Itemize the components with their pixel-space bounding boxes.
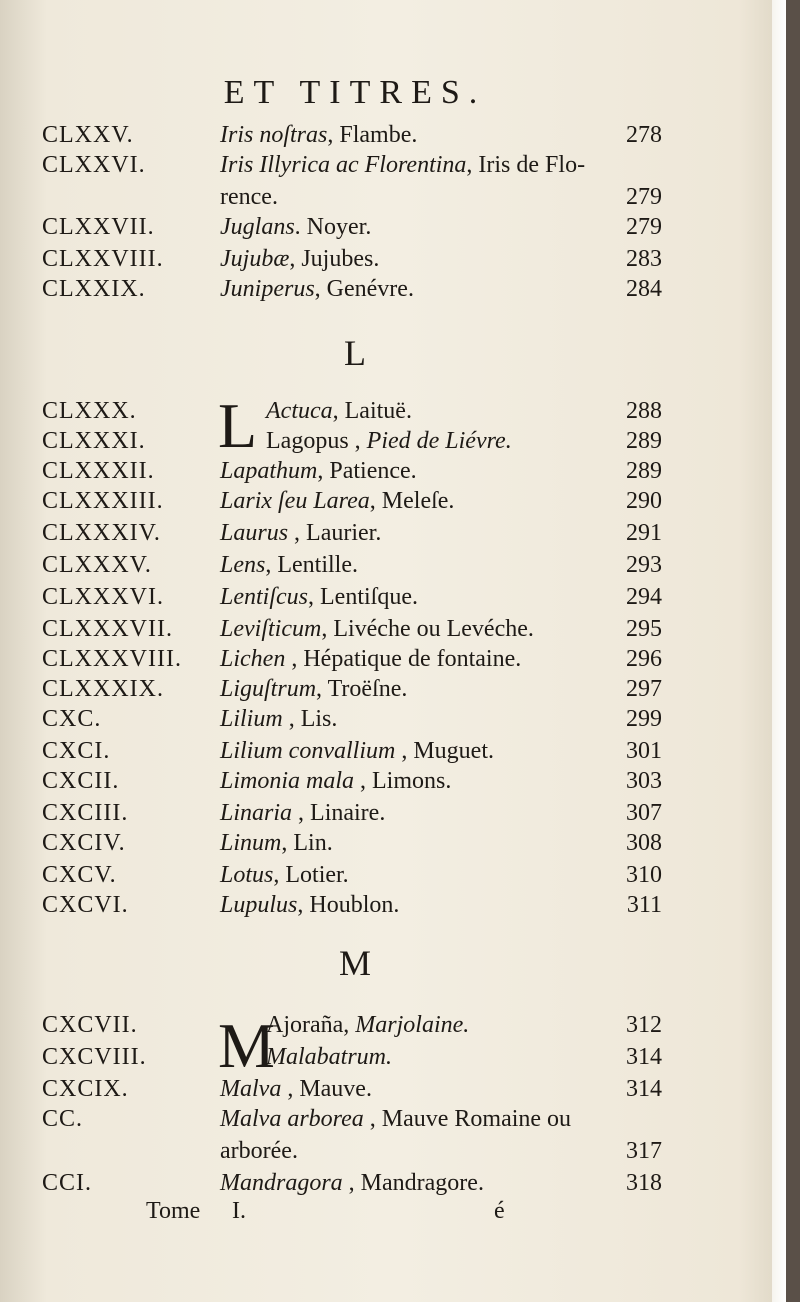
entry-french-name: Noyer. [306,214,372,240]
entry-title [220,862,349,889]
entry-separator: , [289,246,302,272]
entry-page-number: 317 [626,1138,662,1164]
entry-page-number: 310 [626,862,662,888]
entry-french-name: Flambe. [339,122,418,148]
running-head: ET TITRES. [223,74,487,111]
entry-number: CXC. [42,706,102,732]
entry-separator: . [294,214,307,240]
entry-title [220,892,399,919]
entry-separator: , [321,616,334,642]
entry-title [220,676,407,703]
entry-number: CLXXVII. [42,214,155,240]
entry-title [266,398,412,425]
entry-separator: , [273,862,286,888]
entry-latin-name: Jujubæ [220,246,290,272]
index-entry [0,458,786,488]
entry-number: CLXXXII. [42,458,155,484]
entry-french-name: Lin. [293,830,333,856]
entry-french-name: Laurier. [306,520,382,546]
entry-separator: , [354,768,373,794]
entry-separator: , [327,122,340,148]
section-l-heading: L [344,333,366,373]
entry-french-name: Jujubes. [301,246,380,272]
entry-separator: , [281,1076,300,1102]
dropcap-m: M [218,1010,275,1081]
entry-latin-name: Lentiſcus [220,584,308,610]
entry-number: CXCIX. [42,1076,129,1102]
entry-page-number: 314 [626,1044,662,1070]
entry-title [266,428,512,455]
entry-separator: , [314,276,327,302]
entry-number: CC. [42,1106,84,1132]
index-entry [0,398,786,428]
entry-french-name: Lagopus [266,428,349,454]
entry-page-number: 297 [626,676,662,702]
entry-separator: , [282,706,301,732]
entry-title [220,520,381,547]
entry-french-name: Houblon. [309,892,400,918]
entry-latin-name: Lilium convallium [220,738,396,764]
entry-number: CLXXXVII. [42,616,173,642]
index-entry [0,152,786,182]
entry-separator: , [285,646,304,672]
entry-separator: , [288,520,307,546]
index-entry [0,862,786,892]
entry-latin-name: Actuca [266,398,333,424]
index-entry [0,584,786,614]
entry-separator: , [369,488,382,514]
entry-french-name: rence. [220,184,278,210]
entry-latin-name: Iris noſtras [220,122,328,148]
entry-page-number: 303 [626,768,662,794]
entry-page-number: 289 [626,428,662,454]
entry-page-number: 311 [626,892,662,918]
entry-title [220,276,414,303]
entry-latin-name: Linaria [220,800,293,826]
entry-number: CLXXXVI. [42,584,164,610]
index-entry [0,830,786,860]
entry-number: CCI. [42,1170,93,1196]
index-entry [0,246,786,276]
entry-page-number: 288 [626,398,662,424]
entry-title [220,122,417,149]
entry-separator: , [292,800,311,826]
entry-latin-name: Lens [220,552,266,578]
entry-page-number: 290 [626,488,662,514]
entry-latin-name: Linum [220,830,282,856]
entry-title [220,1076,372,1103]
entry-separator: , [348,428,367,454]
entry-title [266,1012,469,1039]
index-entry [0,214,786,244]
entry-latin-name: Laurus [220,520,289,546]
entry-number: CLXXXV. [42,552,152,578]
entry-separator: , [297,892,310,918]
entry-french-name: Livéche ou Levéche. [333,616,534,642]
entry-title [220,1138,298,1165]
index-entry [0,738,786,768]
entry-title [220,214,371,241]
entry-separator: , [342,1170,361,1196]
entry-french-name: Limons. [372,768,452,794]
entry-separator: , [395,738,414,764]
footer-volume: Tome [146,1198,201,1224]
entry-latin-name: Malva [220,1076,282,1102]
entry-title [220,646,521,673]
entry-french-name: Mauve Romaine ou [381,1106,572,1132]
entry-number: CXCIV. [42,830,126,856]
entry-latin-name: Larix ſeu Larea [220,488,370,514]
entry-title [220,616,534,643]
entry-number: CLXXXIII. [42,488,164,514]
entry-number: CLXXVIII. [42,246,164,272]
entry-latin-name: Lichen [220,646,286,672]
index-entry [0,1044,786,1074]
entry-page-number: 278 [626,122,662,148]
entry-number: CLXXXIV. [42,520,161,546]
entry-french-name: Muguet. [413,738,494,764]
entry-title [220,1106,571,1133]
entry-number: CXCIII. [42,800,129,826]
entry-page-number: 291 [626,520,662,546]
entry-number: CXCV. [42,862,117,888]
entry-title [220,830,333,857]
entry-french-name: Hépatique de fontaine. [303,646,522,672]
entry-page-number: 284 [626,276,662,302]
entry-latin-name: Malva arborea [220,1106,364,1132]
entry-latin-name: Iris Illyrica ac Florentina [220,152,467,178]
index-entry [0,706,786,736]
entry-title [220,1170,484,1197]
index-entry [0,1106,786,1136]
index-entry [0,552,786,582]
entry-number: CXCVI. [42,892,129,918]
index-entry [0,1076,786,1106]
entry-french-name: Genévre. [326,276,414,302]
index-entry [0,646,786,676]
entry-french-name: Ajoraña [266,1012,344,1038]
entry-separator: , [363,1106,382,1132]
entry-title [220,706,337,733]
entry-french-name: Troëſne. [327,676,408,702]
entry-latin-name: Pied de Liévre. [366,428,512,454]
section-m-heading: M [338,943,371,983]
entry-page-number: 299 [626,706,662,732]
entry-number: CLXXIX. [42,276,146,302]
entry-separator: , [316,676,328,702]
entry-separator: , [308,584,320,610]
entry-separator: , [281,830,294,856]
entry-latin-name: Leviſticum [220,616,322,642]
entry-latin-name: Lupulus [220,892,298,918]
index-entry [0,428,786,458]
dropcap-l: L [218,390,258,461]
entry-title [220,768,451,795]
footer-volume-number: I. [232,1198,246,1224]
entry-title [220,184,278,211]
index-entry [0,676,786,706]
entry-separator: , [332,398,345,424]
entry-latin-name: Lilium [220,706,283,732]
entry-title [220,152,585,179]
entry-page-number: 314 [626,1076,662,1102]
entry-page-number: 296 [626,646,662,672]
entry-page-number: 283 [626,246,662,272]
entry-title [220,584,418,611]
entry-page-number: 279 [626,214,662,240]
index-entry [0,800,786,830]
entry-french-name: Lentille. [277,552,358,578]
entry-french-name: Patience. [329,458,417,484]
entry-latin-name: Limonia mala [220,768,355,794]
entry-number: CXCI. [42,738,111,764]
index-entry [0,488,786,518]
entry-title [220,458,417,485]
entry-latin-name: Lapathum [220,458,318,484]
entry-page-number: 279 [626,184,662,210]
entry-page-number: 293 [626,552,662,578]
entry-separator: , [466,152,479,178]
entry-separator: , [343,1012,356,1038]
entry-page-number: 312 [626,1012,662,1038]
entry-page-number: 301 [626,738,662,764]
entry-latin-name: Lotus [220,862,274,888]
entry-french-name: Mandragore. [360,1170,484,1196]
index-entry [0,616,786,646]
entry-latin-name: Juglans [220,214,295,240]
entry-page-number: 295 [626,616,662,642]
entry-latin-name: Malabatrum. [266,1044,392,1070]
entry-french-name: Lis. [300,706,338,732]
entry-separator: , [317,458,330,484]
entry-french-name: arborée. [220,1138,298,1164]
index-entry [0,1012,786,1042]
entry-title [266,1044,392,1071]
entry-page-number: 308 [626,830,662,856]
index-entry [0,122,786,152]
index-entry [0,276,786,306]
entry-french-name: Laituë. [344,398,412,424]
entry-title [220,552,358,579]
entry-latin-name: Mandragora [220,1170,343,1196]
entry-title [220,800,385,827]
index-entry [0,184,786,214]
entry-page-number: 318 [626,1170,662,1196]
entry-title [220,488,454,515]
entry-number: CLXXV. [42,122,134,148]
entry-latin-name: Marjolaine. [355,1012,470,1038]
entry-number: CLXXXVIII. [42,646,182,672]
entry-french-name: Lentiſque. [320,584,418,610]
entry-page-number: 294 [626,584,662,610]
index-entry [0,1138,786,1168]
entry-french-name: Meleſe. [381,488,455,514]
footer-signature: é [494,1198,505,1224]
entry-number: CLXXXI. [42,428,146,454]
entry-french-name: Lotier. [285,862,349,888]
index-entry [0,520,786,550]
entry-french-name: Linaire. [310,800,386,826]
entry-number: CLXXX. [42,398,137,424]
entry-page-number: 307 [626,800,662,826]
entry-latin-name: Liguſtrum [220,676,317,702]
index-entry [0,768,786,798]
entry-title [220,246,379,273]
entry-title [220,738,494,765]
entry-separator: , [265,552,278,578]
entry-number: CLXXVI. [42,152,146,178]
entry-page-number: 289 [626,458,662,484]
entry-number: CXCVIII. [42,1044,147,1070]
entry-number: CLXXXIX. [42,676,164,702]
entry-french-name: Iris de Flo- [478,152,586,178]
index-entry [0,892,786,922]
index-entry [0,1170,786,1200]
entry-number: CXCII. [42,768,120,794]
entry-number: CXCVII. [42,1012,138,1038]
entry-latin-name: Juniperus [220,276,315,302]
entry-french-name: Mauve. [299,1076,372,1102]
